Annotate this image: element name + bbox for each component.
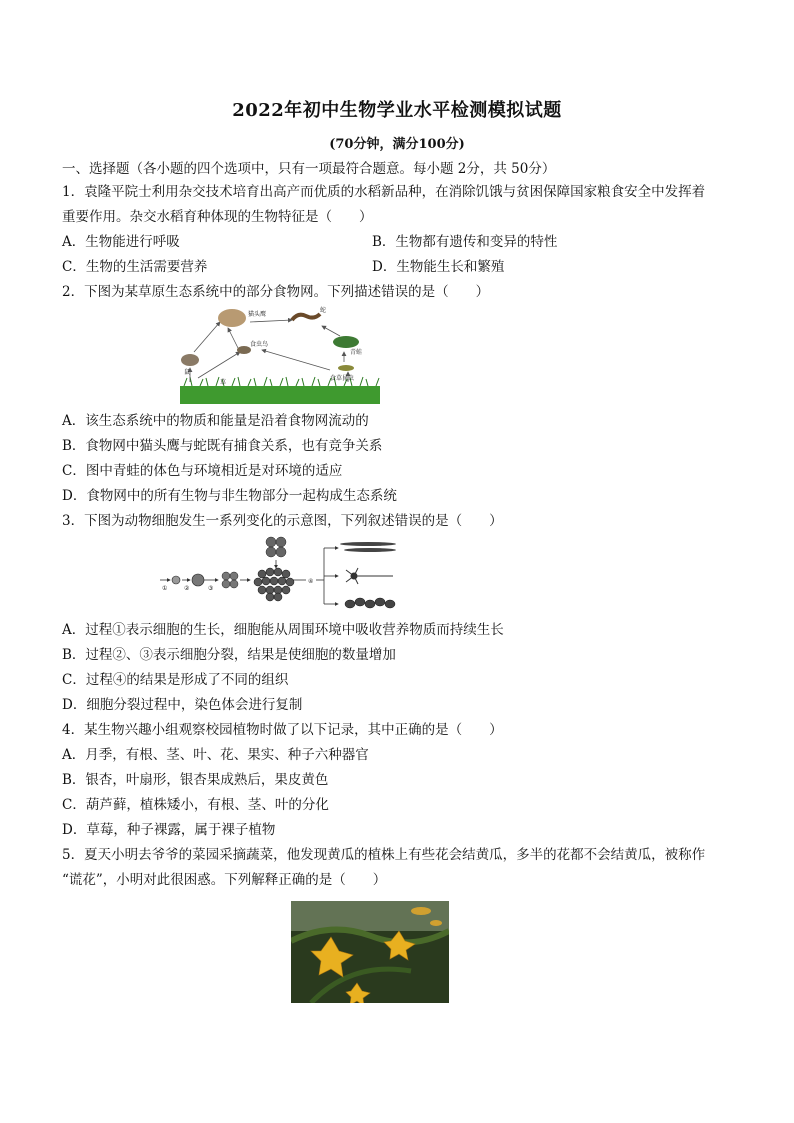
four-cell-icon: [266, 537, 286, 557]
q2-stem: 2．下图为某草原生态系统中的部分食物网。下列描述错误的是（ ）: [62, 284, 490, 300]
bird-icon: [237, 346, 251, 354]
q1-option-c: C．生物的生活需要营养: [62, 259, 208, 275]
nerve-tissue-icon: [346, 568, 393, 584]
cell-small-icon: [172, 576, 180, 584]
q3-option-d: D．细胞分裂过程中，染色体会进行复制: [62, 697, 303, 713]
q2-option-a: A．该生态系统中的物质和能量是沿着食物网流动的: [62, 413, 369, 429]
q1-stem-line1: 1．袁隆平院士利用杂交技术培育出高产而优质的水稻新品种，在消除饥饿与贫困保障国家粮食安全中发挥着: [62, 184, 706, 200]
section-heading: 一、选择题（各小题的四个选项中，只有一项最符合题意。每小题 2分，共 50分）: [62, 161, 556, 177]
label-p1: ①: [162, 585, 168, 592]
label-p2: ②: [184, 585, 190, 592]
q1-option-a: A．生物能进行呼吸: [62, 234, 180, 250]
insect-icon: [338, 365, 354, 371]
label-owl: 猫头鹰: [248, 311, 267, 318]
q4-option-c: C．葫芦藓，植株矮小，有根、茎、叶的分化: [62, 797, 329, 813]
label-rabbit: 鼠: [184, 369, 191, 376]
snake-icon: [292, 314, 320, 320]
label-grass: 草: [220, 379, 227, 386]
frog-icon: [333, 336, 359, 348]
page-title: 2022年初中生物学业水平检测模拟试题: [232, 100, 562, 121]
q4-option-b: B．银杏，叶扇形，银杏果成熟后，果皮黄色: [62, 772, 329, 788]
page-subtitle: (70分钟，满分100分): [329, 137, 465, 152]
cucumber-flower-photo: [291, 901, 449, 1003]
q2-option-c: C．图中青蛙的体色与环境相近是对环境的适应: [62, 463, 343, 479]
q1-stem-line2: 重要作用。杂交水稻育种体现的生物特征是（ ）: [62, 209, 373, 225]
q3-option-b: B．过程②、③表示细胞分裂，结果是使细胞的数量增加: [62, 647, 396, 663]
label-snake: 蛇: [320, 307, 327, 314]
label-p3: ③: [208, 585, 214, 592]
label-p4: ④: [308, 578, 314, 585]
q1-option-b: B．生物都有遗传和变异的特性: [372, 234, 558, 250]
cell-mass-icon: [254, 568, 294, 601]
muscle-tissue-icon: [340, 542, 396, 552]
q5-stem-line1: 5．夏天小明去爷爷的菜园采摘蔬菜，他发现黄瓜的植株上有些花会结黄瓜，多半的花都不会结黄瓜，被称作: [62, 847, 706, 863]
label-bird: 食虫鸟: [250, 341, 269, 348]
cell-grown-icon: [192, 574, 204, 586]
food-web-figure: [180, 306, 380, 404]
q3-option-a: A．过程①表示细胞的生长，细胞能从周围环境中吸收营养物质而持续生长: [62, 622, 504, 638]
q5-stem-line2: “谎花”，小明对此很困惑。下列解释正确的是（ ）: [62, 872, 387, 888]
label-insect: 食草昆虫: [330, 375, 355, 382]
owl-icon: [218, 309, 246, 327]
q4-option-a: A．月季，有根、茎、叶、花、果实、种子六种器官: [62, 747, 369, 763]
label-frog: 青蛙: [350, 349, 363, 356]
q4-stem: 4．某生物兴趣小组观察校园植物时做了以下记录，其中正确的是（ ）: [62, 722, 503, 738]
q2-option-b: B．食物网中猫头鹰与蛇既有捕食关系，也有竞争关系: [62, 438, 383, 454]
q3-option-c: C．过程④的结果是形成了不同的组织: [62, 672, 289, 688]
dividing-cells-icon: [222, 572, 238, 588]
cell-process-figure: [158, 534, 408, 614]
epithelial-tissue-icon: [345, 598, 395, 608]
q3-stem: 3．下图为动物细胞发生一系列变化的示意图，下列叙述错误的是（ ）: [62, 513, 503, 529]
q1-option-d: D．生物能生长和繁殖: [372, 259, 505, 275]
q4-option-d: D．草莓，种子裸露，属于裸子植物: [62, 822, 276, 838]
rabbit-icon: [181, 354, 199, 366]
q2-option-d: D．食物网中的所有生物与非生物部分一起构成生态系统: [62, 488, 397, 504]
